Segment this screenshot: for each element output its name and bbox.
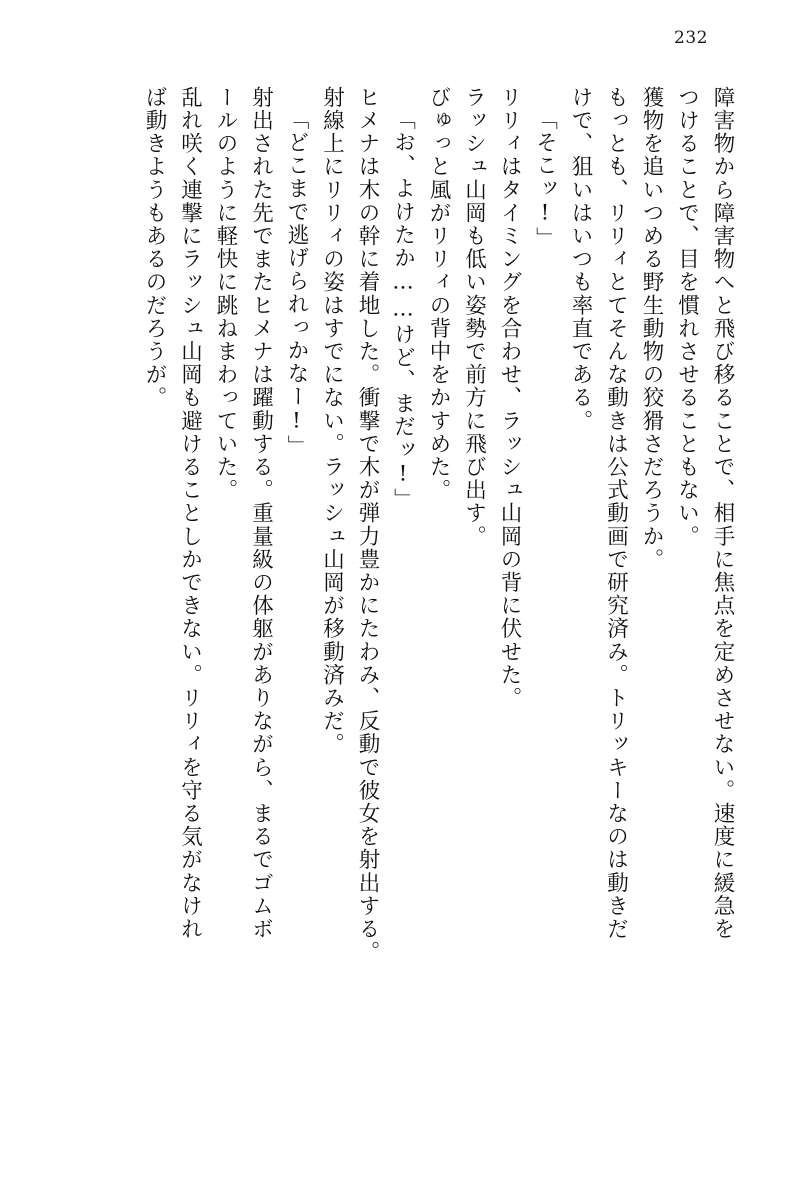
text-column: 射出された先でまたヒメナは躍動する。重量級の体躯がありながら、まるでゴムボ [248,86,274,941]
text-column: ラッシュ山岡も低い姿勢で前方に飛び出す。 [461,86,487,548]
text-column: 乱れ咲く連撃にラッシュ山岡も避けることしかできない。リリィを守る気がなけれ [177,86,203,941]
text-column: ヒメナは木の幹に着地した。衝撃で木が弾力豊かにたわみ、反動で彼女を射出する。 [355,86,380,964]
text-column: つけることで、目を慣れさせることもない。 [674,86,700,548]
page-number: 232 [674,28,708,48]
text-column: もっとも、リリィとてそんな動きは公式動画で研究済み。トリッキーなのは動きだ [603,86,629,941]
text-column: ば動きようもあるのだろうが。 [142,86,167,410]
text-column: ールのように軽快に跳ねまわっていた。 [213,86,238,502]
vertical-text-block [52,86,740,1166]
text-column: 射線上にリリィの姿はすでにない。ラッシュ山岡が移動済みだ。 [319,86,345,756]
text-column: 障害物から障害物へと飛び移ることで、相手に焦点を定めさせない。速度に緩急を [710,86,735,941]
text-column: リリィはタイミングを合わせ、ラッシュ山岡の背に伏せた。 [497,86,522,710]
text-column: 「そこッ!」 [532,108,558,251]
text-column: 「どこまで逃げられっかなー!」 [284,108,309,458]
text-column: びゅっと風がリリィの背中をかすめた。 [426,86,451,502]
text-column: 「お、よけたか……けど、まだッ!」 [390,108,416,512]
text-column: けで、狙いはいつも率直である。 [568,86,593,433]
text-column: 獲物を追いつめる野生動物の狡猾さだろうか。 [639,86,664,572]
